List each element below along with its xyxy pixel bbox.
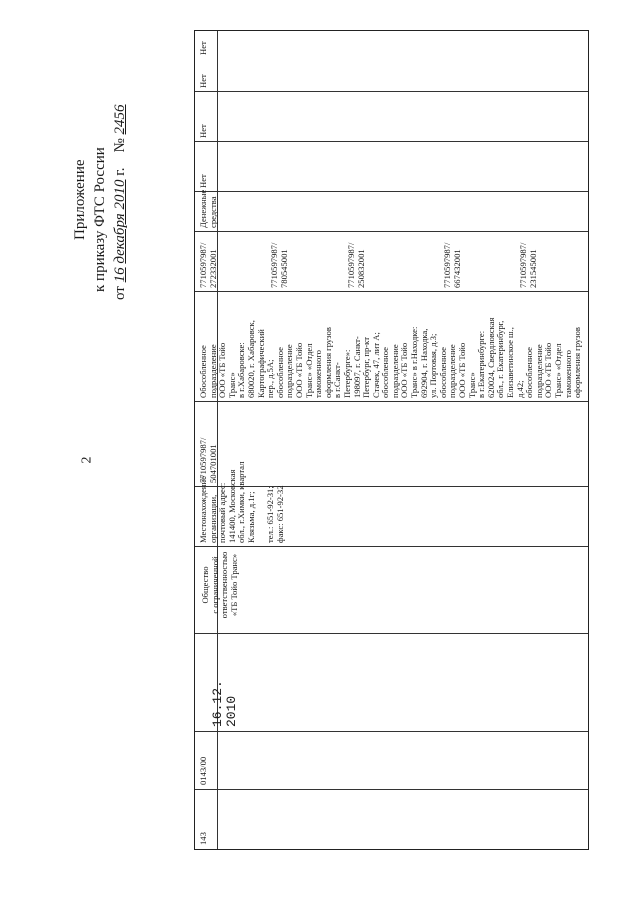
registry-table (194, 30, 589, 850)
registration-number: 0143/00 (198, 756, 208, 785)
branch-kpp-ekaterinburg: 7710597987/ 667432001 (442, 242, 462, 288)
security-type: Денежные средства (198, 189, 218, 228)
organization-address: Местонахождение организации, почтовый адрес: 141400, Московская обл., г.Химки, квартал Клязьма, д.1г; тел.: 651-92-31; факс: 651-92-32 (198, 461, 285, 543)
column-b-value: Нет (198, 124, 208, 138)
header-appendix: Приложение (72, 159, 88, 240)
branches-list: Обособленное подразделение ООО «ТБ Тойо Транс» в г.Хабаровске: 680020, г. Хабаровск, Картографический пер., д.5А; обособленное подразделение ООО «ТБ Тойо Транс» «Отдел таможенного оформления грузов в г.Санкт- Петербурге»: 198097, г. Санкт- Петербург, пр-кт Стачек, 47, лит А; обособленное подразделение ООО «ТБ Тойо Транс» в г.Находке: 692904, г. Находка, ул. Портовая, д.3; обособленное подразделение ООО «ТБ Тойо Транс» в г.Екатеринбурге: 620024, Свердловская обл., г. Екатеринбург, Елизаветинское ш., д.42; обособленное подразделение ООО «ТБ Тойо Транс» «Отдел таможенного оформления грузов (198, 317, 583, 398)
column-c-value: Нет (198, 74, 208, 88)
column-divider (195, 789, 588, 790)
column-d-value: Нет (198, 41, 208, 55)
header-day: 16 (112, 267, 128, 283)
column-a-value: Нет (198, 174, 208, 188)
inn-kpp: 7710597987/ 504701001 (198, 437, 218, 483)
document-header (70, 70, 160, 300)
column-divider (195, 401, 588, 402)
header-order-ref: к приказу ФТС России (92, 147, 108, 292)
header-number-sign: № (112, 138, 128, 153)
column-divider (195, 191, 588, 192)
organization-name: Общество с ограниченной ответственностью «ТБ Тойо Транс» (200, 551, 239, 619)
header-year-suffix: г. (112, 167, 128, 176)
column-divider (195, 731, 588, 732)
column-divider (195, 633, 588, 634)
page-number: 2 (79, 456, 95, 464)
column-divider (195, 91, 588, 92)
branch-kpp-spb: 7710597987/ 780545001 (269, 242, 289, 288)
branch-kpp-khabarovsk: 7710597987/ 272332001 (198, 242, 218, 288)
branch-kpp-nakhodka: 7710597987/ 250832001 (346, 242, 366, 288)
header-order-number: 2456 (112, 104, 128, 135)
registration-date: 16.12. 2010 (210, 680, 239, 727)
header-date-line (110, 70, 130, 300)
column-divider (195, 546, 588, 547)
header-month-year: декабря 2010 (112, 179, 128, 264)
row-number: 143 (198, 832, 208, 845)
branch-kpp-5: 7710597987/ 231545001 (518, 242, 538, 288)
column-divider (195, 141, 588, 142)
header-from: от (112, 286, 128, 300)
